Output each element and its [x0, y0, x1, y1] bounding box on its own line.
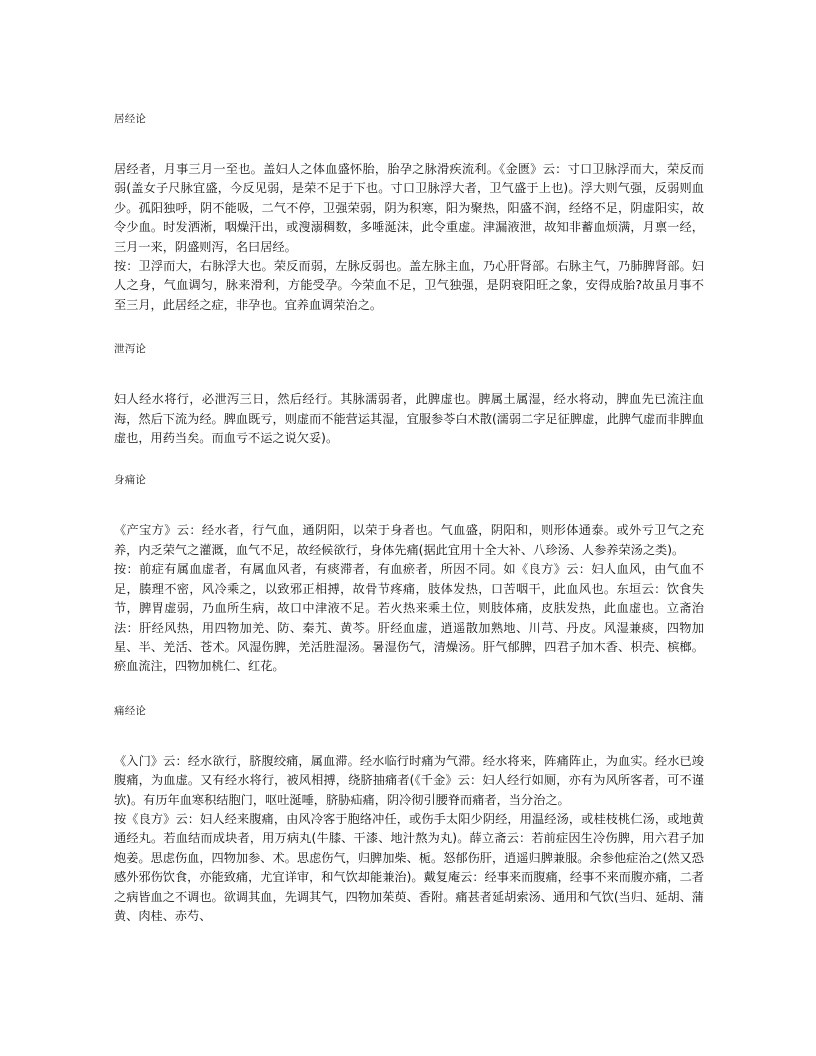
- section-body: [114, 752, 704, 927]
- paragraph: 《入门》云：经水欲行，脐腹绞痛，属血滞。经水临行时痛为气滞。经水将来，阵痛阵止，为血实。经水已竣腹痛，为血虚。又有经水将行，被风相搏，绕脐抽痛者(《千金》云：妇人经行如厕，亦有为风所客者，可不谨欤)。有历年血寒积结胞门，呕吐涎唾，脐胁疝痛，阴冷彻引腰脊而痛者，当分治之。: [114, 753, 704, 807]
- section-heading: 痛经论: [114, 704, 147, 717]
- spacer: [114, 356, 704, 390]
- paragraph: 按：前症有属血虚者，有属血风者，有痰滞者，有血瘀者，所因不同。如《良方》云：妇人血风，由气血不足，腠理不密，风冷乘之，以致邪正相搏，故骨节疼痛，肢体发热，口苦咽干，此血风也。东垣云：饮食失节，脾胃虚弱，乃血所生病，故口中津液不足。若火热来乘土位，则肢体痛，皮肤发热，此血虚也。立斋治法：肝经风热，用四物加羌、防、秦艽、黄芩。肝经血虚，逍遥散加熟地、川芎、丹皮。风湿兼痰，四物加星、半、羌活、苍术。风湿伤脾，羌活胜湿汤。暑湿伤气，清燥汤。肝气郁脾，四君子加木香、枳壳、槟榔。瘀血流注，四物加桃仁、红花。: [114, 562, 704, 674]
- spacer: [114, 448, 704, 473]
- paragraph: 按：卫浮而大，右脉浮大也。荣反而弱，左脉反弱也。盖左脉主血，乃心肝肾部。右脉主气，乃肺脾肾部。妇人之身，气血调匀，脉来滑利，方能受孕。今荣血不足，卫气独强，是阴衰阳旺之象，安得成胎?故虽月事不至三月，此居经之症，非孕也。宜养血调荣治之。: [114, 259, 704, 312]
- paragraph: 妇人经水将行，必泄泻三日，然后经行。其脉濡弱者，此脾虚也。脾属土属湿，经水将动，脾血先已流注血海，然后下流为经。脾血既亏，则虚而不能营运其湿，宜服参苓白术散(濡弱二字足征脾虚，此脾气虚而非脾血虚也，用药当矣。而血亏不运之说欠妥)。: [114, 392, 704, 446]
- spacer: [114, 315, 704, 342]
- section-body: [114, 160, 704, 315]
- section-body: [114, 521, 704, 676]
- section-heading: 居经论: [114, 113, 147, 125]
- spacer: [114, 718, 704, 752]
- spacer: [114, 487, 704, 521]
- section-heading: 身痛论: [114, 474, 147, 487]
- section-heading: 泄泻论: [114, 343, 147, 356]
- document-content: [114, 112, 704, 926]
- spacer: [114, 126, 704, 160]
- paragraph: 按《良方》云：妇人经来腹痛，由风冷客于胞络冲任，或伤手太阳少阴经，用温经汤，或桂枝桃仁汤，或地黄通经丸。若血结而成块者，用万病丸(牛膝、干漆、地汁熬为丸)。薛立斋云：若前症因生冷伤脾，用六君子加炮姜。思虑伤血，四物加参、术。思虑伤气，归脾加柴、栀。怒郁伤肝，逍遥归脾兼服。余参他症治之(然又恐感外邪伤饮食，亦能致痛，尤宜详审，和气饮却能兼治)。戴复庵云：经事来而腹痛，经事不来而腹亦痛，二者之病皆血之不调也。欲调其血，先调其气，四物加茱萸、香附。痛甚者延胡索汤、通用和气饮(当归、延胡、蒲黄、肉桂、赤芍、: [114, 811, 704, 923]
- section-juejinglun: [114, 112, 704, 342]
- paragraph: 《产宝方》云：经水者，行气血，通阴阳，以荣于身者也。气血盛，阴阳和，则形体通泰。或外亏卫气之充养，内乏荣气之灌溉，血气不足，故经候欲行，身体先痛(据此宜用十全大补、八珍汤、人参养荣汤之类)。: [114, 523, 704, 557]
- section-shentonglun: [114, 473, 704, 703]
- section-body: [114, 390, 704, 448]
- paragraph: 居经者，月事三月一至也。盖妇人之体血盛怀胎，胎孕之脉滑疾流利。《金匮》云：寸口卫脉浮而大，荣反而弱(盖女子尺脉宜盛，今反见弱，是荣不足于下也。寸口卫脉浮大者，卫气盛于上也)。浮大则气强，反弱则血少。孤阳独呼，阴不能吸，二气不停，卫强荣弱，阴为积寒，阳为聚热，阳盛不润，经络不足，阴虚阳实，故令少血。时发洒淅，咽燥汗出，或溲溺稠数，多唾涎沫，此令重虚。津漏液泄，故知非蓄血烦满，月禀一经，三月一来，阴盛则泻，名曰居经。: [114, 162, 704, 254]
- section-xiexielun: [114, 342, 704, 473]
- spacer: [114, 677, 704, 704]
- section-tongjinglun: [114, 704, 704, 927]
